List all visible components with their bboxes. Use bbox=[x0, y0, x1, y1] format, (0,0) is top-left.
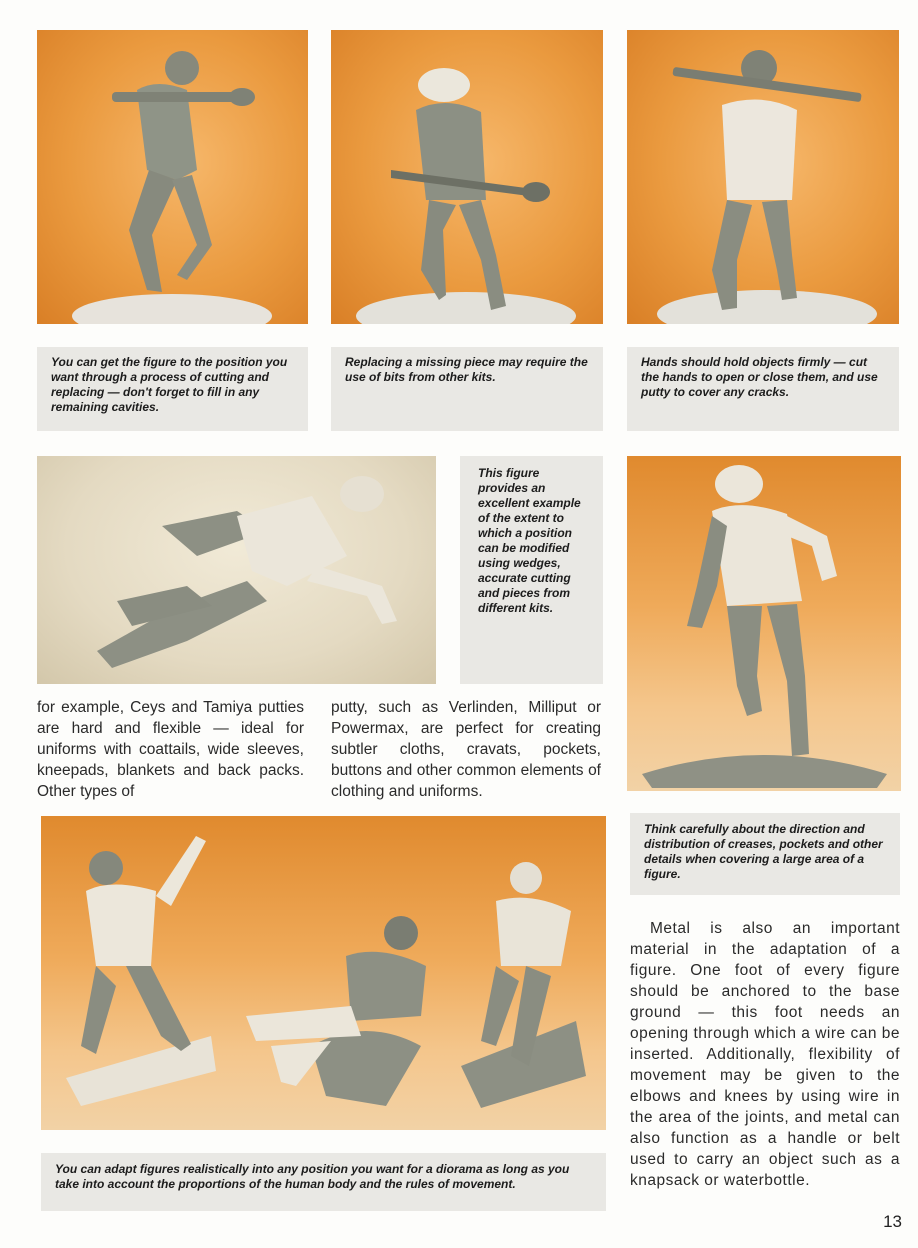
body-text-col1: for example, Ceys and Tamiya putties are hard and flexible — ideal for uniforms with coattails, wide sleeves, kneepads, blankets and back packs. Other types of bbox=[37, 699, 304, 800]
caption-top-center: Replacing a missing piece may require the use of bits from other kits. bbox=[331, 347, 603, 431]
photo-soldier-rocket bbox=[37, 30, 308, 324]
body-text-col3: Metal is also an important material in the adaptation of a figure. One foot of every figure should be anchored to the base ground — this foot needs an opening through which a wire can be inserted. Additionally, flexibility of movement may be given to the elbows and knees by using wire in the area of the joints, and metal can also function as a handle or belt used to carry an object such as a knapsack or waterbottle. bbox=[630, 920, 900, 1189]
photo-three-figures bbox=[41, 816, 606, 1130]
caption-top-left: You can get the figure to the position you want through a process of cutting and replacing — don't forget to fill in any remaining cavities. bbox=[37, 347, 308, 431]
caption-bottom: You can adapt figures realistically into any position you want for a diorama as long as you take into account the proportions of the human body and the rules of movement. bbox=[41, 1153, 606, 1211]
page-number: 13 bbox=[883, 1212, 902, 1231]
caption-top-right: Hands should hold objects firmly — cut the hands to open or close them, and use putty to cover any cracks. bbox=[627, 347, 899, 431]
photo-standing-figure bbox=[627, 456, 901, 791]
caption-middle: This figure provides an excellent example of the extent to which a position can be modified using wedges, accurate cutting and pieces from different kits. bbox=[460, 456, 603, 684]
body-text-col2: putty, such as Verlinden, Milliput or Powermax, are perfect for creating subtler cloths, cravats, pockets, buttons and other common elements of clothing and uniforms. bbox=[331, 699, 601, 800]
photo-lying-figure bbox=[37, 456, 436, 684]
caption-right: Think carefully about the direction and distribution of creases, pockets and other details when covering a large area of a figure. bbox=[630, 813, 900, 895]
photo-soldier-bar bbox=[627, 30, 899, 324]
photo-soldier-rifle bbox=[331, 30, 603, 324]
